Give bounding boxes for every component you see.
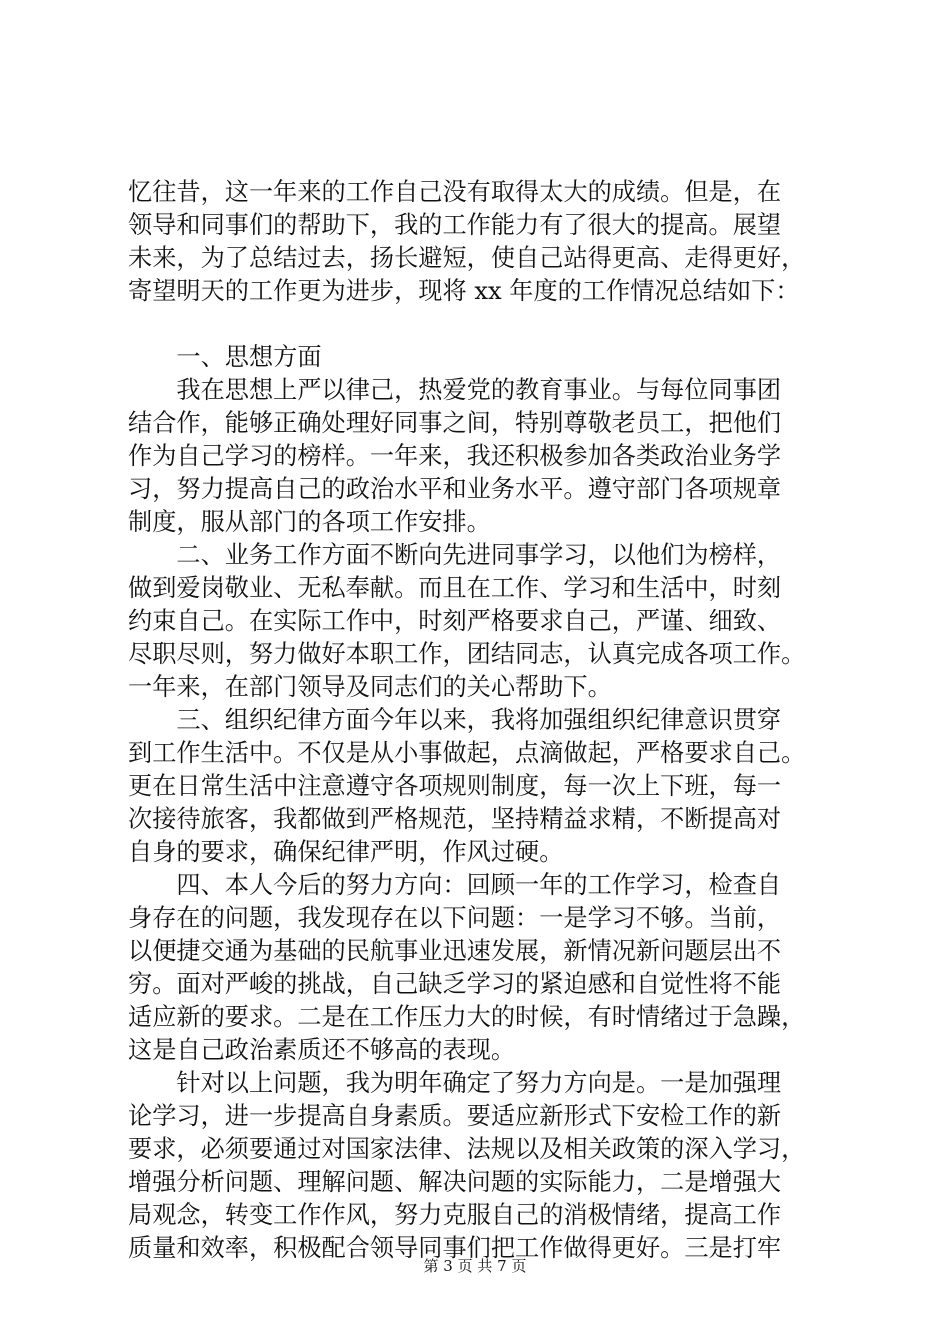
text-line: 次接待旅客，我都做到严格规范，坚持精益求精，不断提高对 (128, 805, 782, 833)
text-line: 作为自己学习的榜样。一年来，我还积极参加各类政治业务学 (128, 442, 782, 470)
text-line: 论学习，进一步提高自身素质。要适应新形式下安检工作的新 (128, 1102, 782, 1130)
text-line: 到工作生活中。不仅是从小事做起，点滴做起，严格要求自己。 (128, 739, 806, 767)
page-number: 第 3 页 共 7 页 (423, 1257, 527, 1275)
text-line: 未来，为了总结过去，扬长避短，使自己站得更高、走得更好， (128, 244, 806, 272)
text-line: 穷。面对严峻的挑战，自己缺乏学习的紧迫感和自觉性将不能 (128, 970, 782, 998)
text-line: 更在日常生活中注意遵守各项规则制度，每一次上下班，每一 (128, 772, 782, 800)
text-line: 要求，必须要通过对国家法律、法规以及相关政策的深入学习， (128, 1135, 806, 1163)
text-line: 针对以上问题，我为明年确定了努力方向是。一是加强理 (128, 1069, 782, 1097)
text-line: 适应新的要求。二是在工作压力大的时候，有时情绪过于急躁， (128, 1003, 806, 1031)
text-line: 我在思想上严以律己，热爱党的教育事业。与每位同事团 (128, 376, 782, 404)
section-heading: 一、思想方面 (128, 343, 322, 371)
text-line: 局观念，转变工作作风，努力克服自己的消极情绪，提高工作 (128, 1201, 782, 1229)
text-line: 做到爱岗敬业、无私奉献。而且在工作、学习和生活中，时刻 (128, 574, 782, 602)
text-line: 自身的要求，确保纪律严明，作风过硬。 (128, 838, 564, 866)
text-line: 领导和同事们的帮助下，我的工作能力有了很大的提高。展望 (128, 211, 782, 239)
page-footer (0, 1256, 950, 1276)
text-line: 四、本人今后的努力方向：回顾一年的工作学习，检查自 (128, 871, 782, 899)
text-line: 质量和效率，积极配合领导同事们把工作做得更好。三是打牢 (128, 1234, 782, 1262)
text-line: 约束自己。在实际工作中，时刻严格要求自己，严谨、细致、 (128, 607, 782, 635)
text-line: 身存在的问题，我发现存在以下问题：一是学习不够。当前， (128, 904, 782, 932)
text-line: 一年来，在部门领导及同志们的关心帮助下。 (128, 673, 612, 701)
text-line: 结合作，能够正确处理好同事之间，特别尊敬老员工，把他们 (128, 409, 782, 437)
document-body (128, 176, 842, 1265)
text-line: 三、组织纪律方面今年以来，我将加强组织纪律意识贯穿 (128, 706, 782, 734)
text-line: 二、业务工作方面不断向先进同事学习，以他们为榜样， (128, 541, 782, 569)
text-line: 这是自己政治素质还不够高的表现。 (128, 1036, 516, 1064)
text-line: 尽职尽则，努力做好本职工作，团结同志，认真完成各项工作。 (128, 640, 806, 668)
text-line: 以便捷交通为基础的民航事业迅速发展，新情况新问题层出不 (128, 937, 782, 965)
text-line: 增强分析问题、理解问题、解决问题的实际能力，二是增强大 (128, 1168, 782, 1196)
text-line: 忆往昔，这一年来的工作自己没有取得太大的成绩。但是，在 (128, 178, 782, 206)
text-line: 寄望明天的工作更为进步，现将 xx 年度的工作情况总结如下： (128, 277, 800, 305)
text-line: 制度，服从部门的各项工作安排。 (128, 508, 491, 536)
text-line: 习，努力提高自己的政治水平和业务水平。遵守部门各项规章 (128, 475, 782, 503)
